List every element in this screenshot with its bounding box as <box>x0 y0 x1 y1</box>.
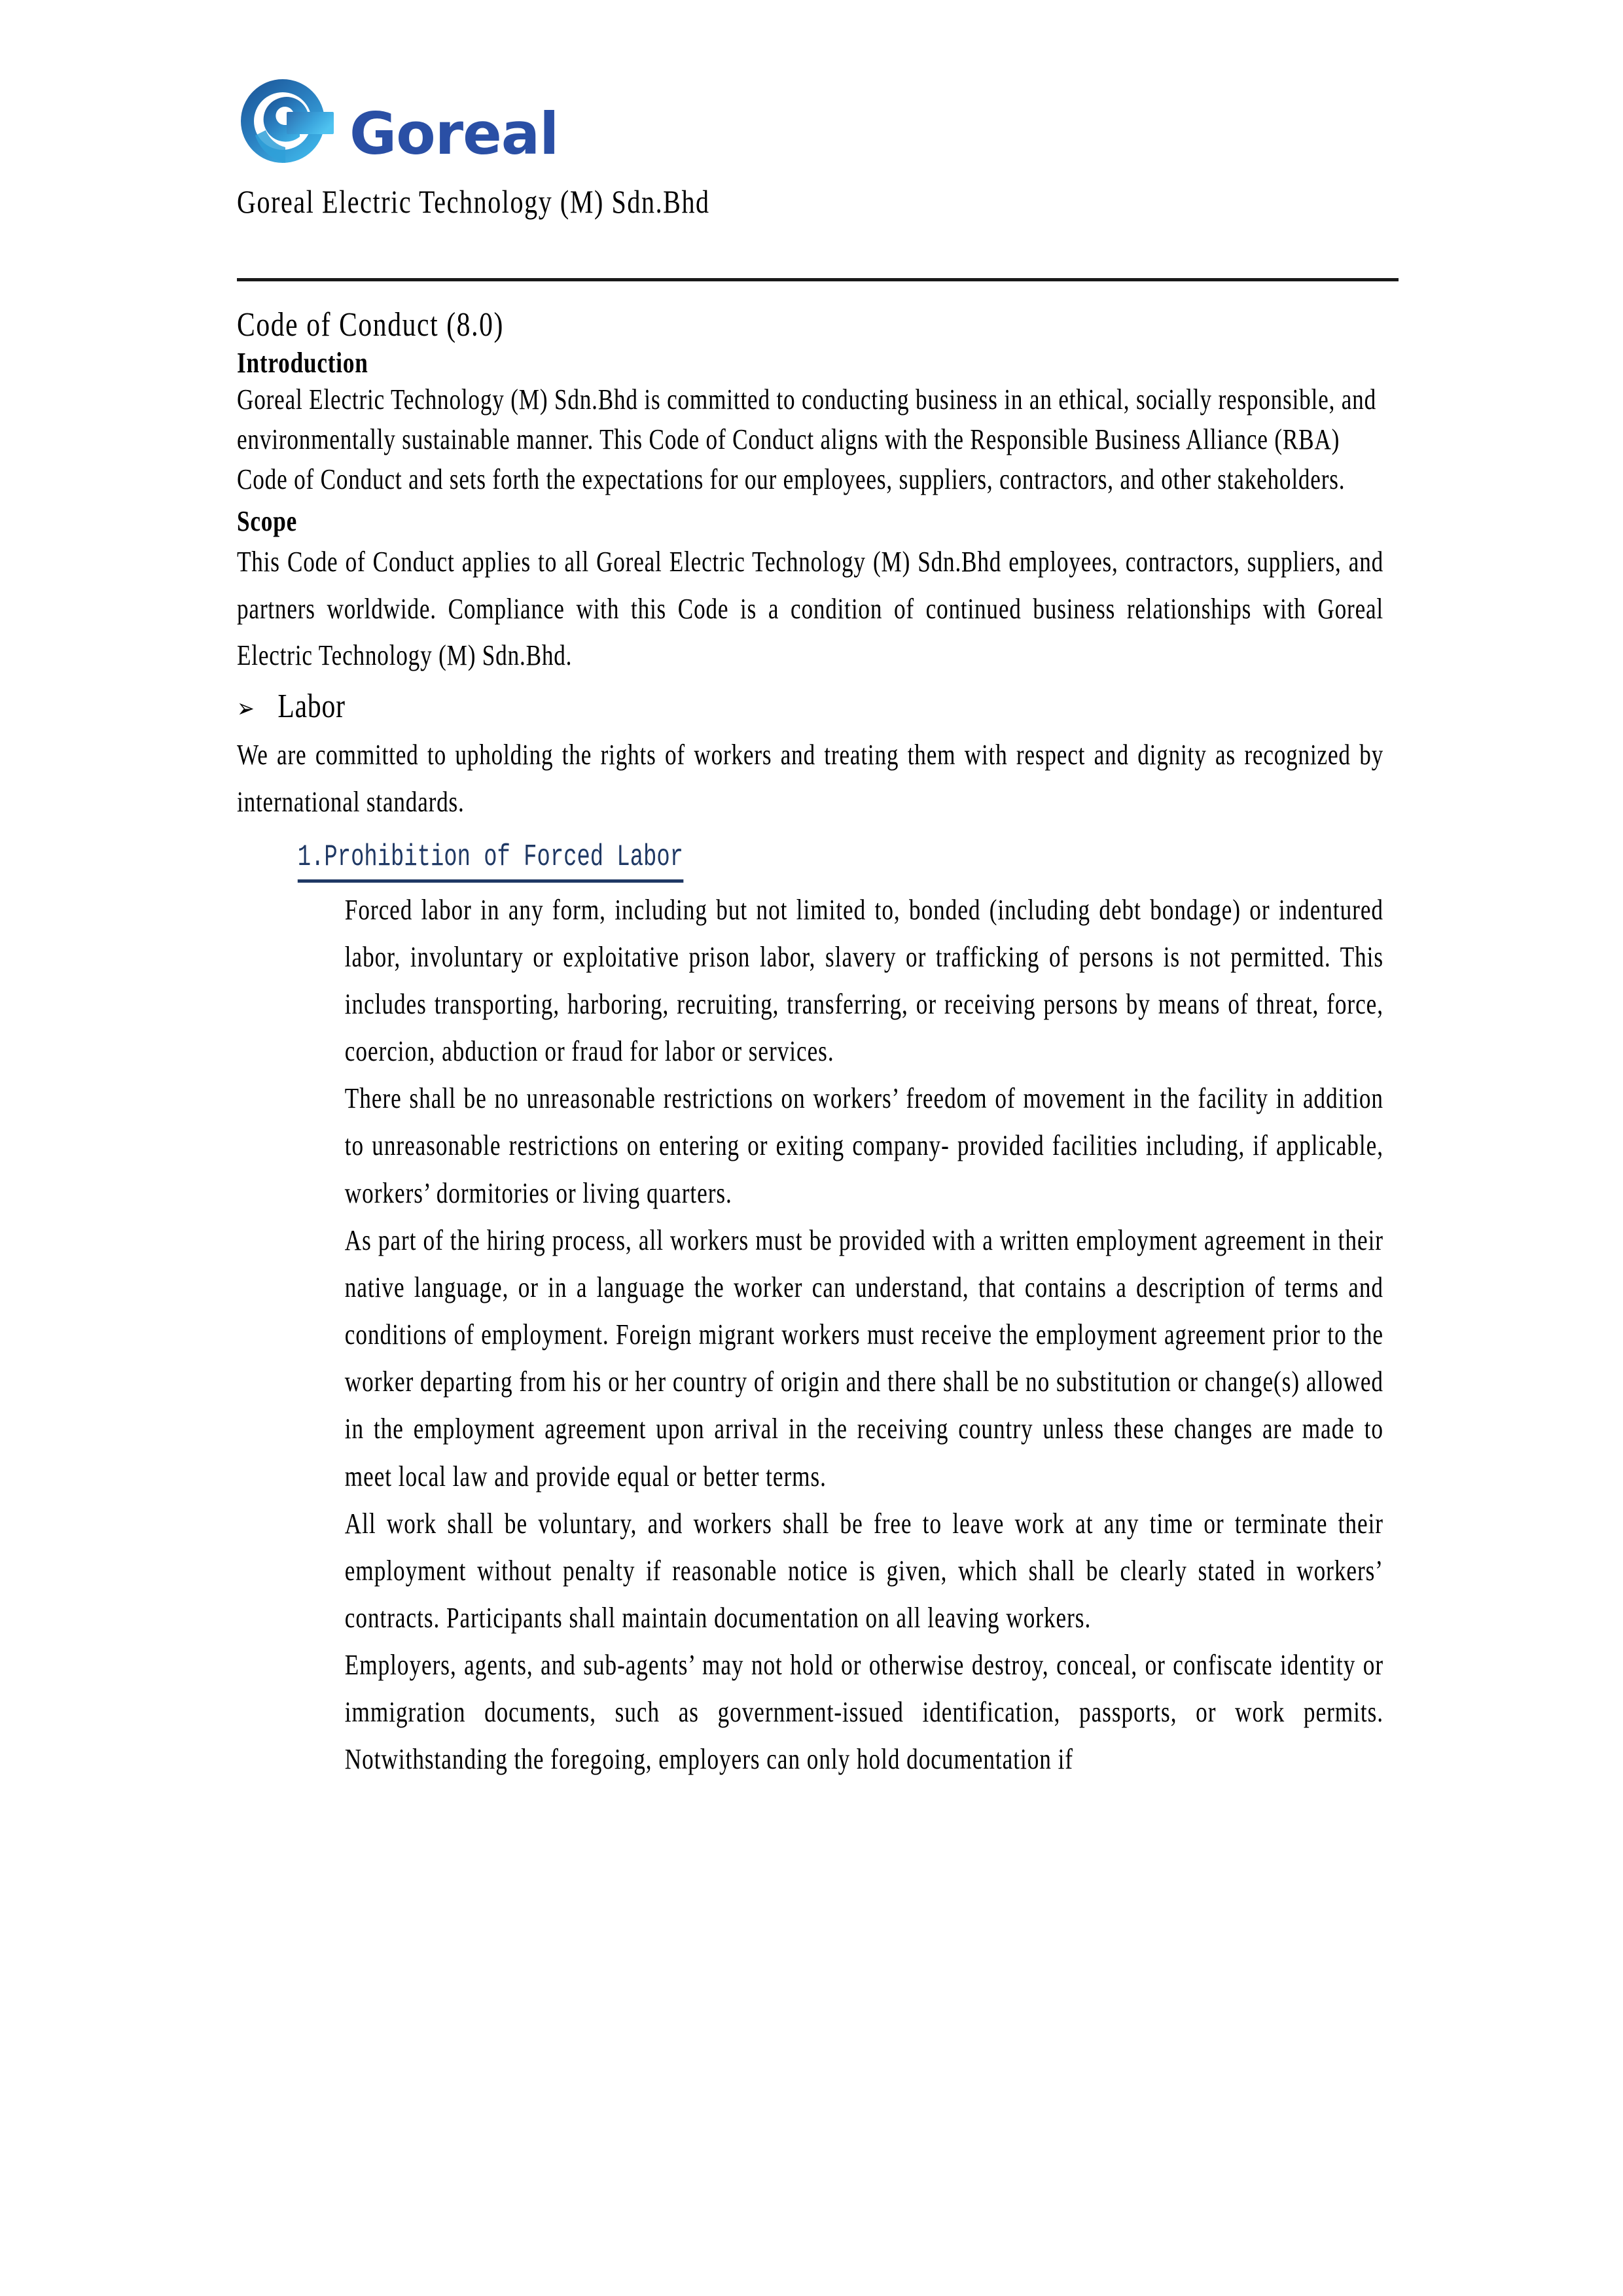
introduction-heading: Introduction <box>237 347 368 380</box>
goreal-circular-g-logo-icon <box>237 75 335 172</box>
arrow-bullet-icon: ➢ <box>237 694 255 724</box>
labor-heading-label: Labor <box>277 688 346 726</box>
labor-intro-paragraph: We are committed to upholding the rights of workers and treating them with respect and dignity as recognized by international standards. <box>237 739 1383 818</box>
logo-wordmark: Goreal <box>349 100 559 168</box>
paragraph: As part of the hiring process, all workers must be provided with a written employment agreement in their native language, or in a language the worker can understand, that contains a description of terms and conditions of employment. Foreign migrant workers must receive the employment agreement prior to the worker departing from his or her country of origin and there shall be no substitution or change(s) allowed in the employment agreement upon arrival in the receiving country unless these changes are made to meet local law and provide equal or better terms. <box>344 1224 1383 1492</box>
subsection-heading-row <box>237 838 1383 883</box>
header-divider <box>237 278 1399 281</box>
paragraph: Forced labor in any form, including but not limited to, bonded (including debt bondage) or indentured labor, involuntary or exploitative prison labor, slavery or trafficking of persons is not permitted. This includes transporting, harboring, recruiting, transferring, or receiving persons by means of threat, force, coercion, abduction or fraud for labor or services. <box>344 893 1383 1068</box>
paragraph: All work shall be voluntary, and workers shall be free to leave work at any time or terminate their employment without penalty if reasonable notice is given, which shall be clearly stated in workers’ contracts. Participants shall maintain documentation on all leaving workers. <box>344 1507 1383 1634</box>
paragraph: There shall be no unreasonable restrictions on workers’ freedom of movement in the facility in addition to unreasonable restrictions on entering or exiting company- provided facilities including, if applicable, workers’ dormitories or living quarters. <box>344 1082 1383 1209</box>
introduction-paragraph: Goreal Electric Technology (M) Sdn.Bhd is committed to conducting business in an ethical, socially responsible, and environmentally sustainable manner. This Code of Conduct aligns with the Responsible Business Alliance (RBA) Code of Conduct and sets forth the expectations for our employees, suppliers, contractors, and other stakeholders. <box>237 383 1376 495</box>
scope-paragraph: This Code of Conduct applies to all Goreal Electric Technology (M) Sdn.Bhd employees, contractors, suppliers, and partners worldwide. Compliance with this Code is a condition of continued business relationships with Goreal Electric Technology (M) Sdn.Bhd. <box>237 546 1383 671</box>
logo-row <box>237 68 1399 179</box>
document-body <box>237 305 1383 1784</box>
labor-section-heading <box>237 688 1383 725</box>
subsection-1-body <box>237 887 1383 1784</box>
page-title: Code of Conduct (8.0) <box>237 306 504 344</box>
document-header <box>237 68 1399 222</box>
paragraph: Employers, agents, and sub-agents’ may not hold or otherwise destroy, conceal, or confiscate identity or immigration documents, such as government-issued identification, passports, or work permits. Notwithstanding the foregoing, employers can only hold documentation if <box>344 1649 1383 1776</box>
subsection-1-title: 1.Prohibition of Forced Labor <box>298 838 683 883</box>
company-name: Goreal Electric Technology (M) Sdn.Bhd <box>237 183 710 220</box>
scope-heading: Scope <box>237 505 297 538</box>
